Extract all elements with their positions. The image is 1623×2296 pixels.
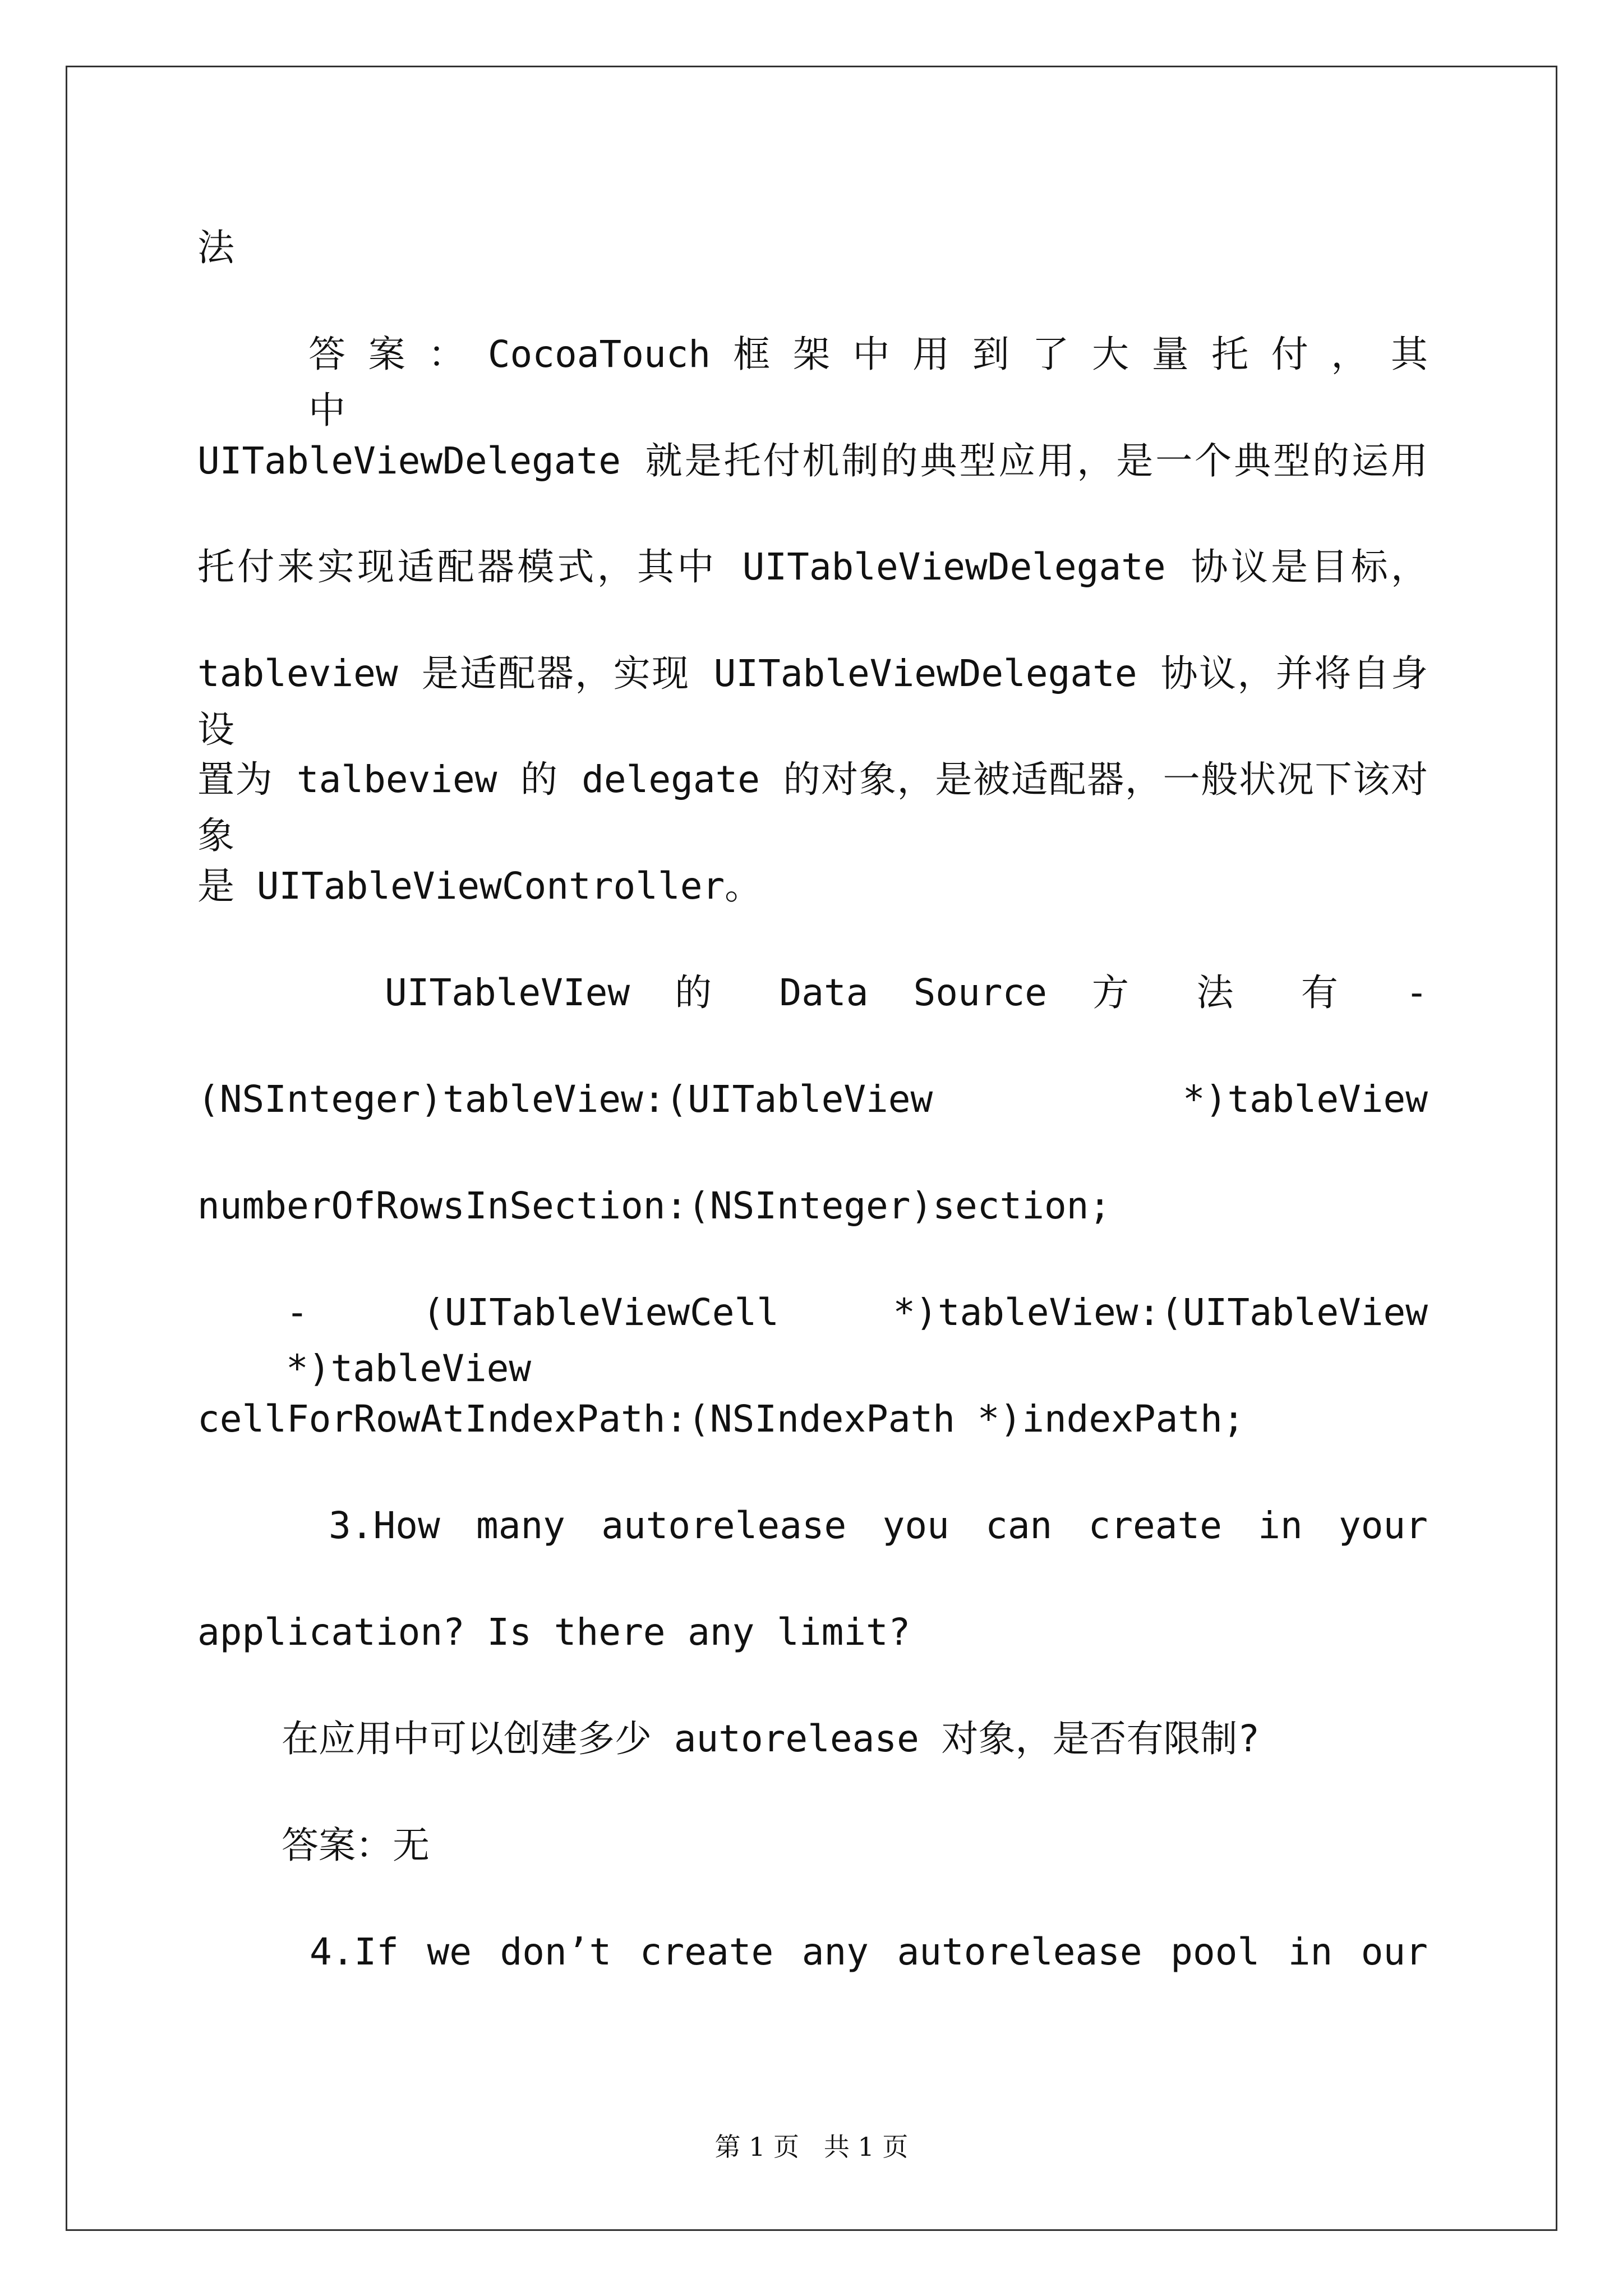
page-footer: 第 1 页 共 1 页 [714,2132,909,2162]
text-line: 答案：无 [282,1824,430,1867]
text-line: 3.How many autorelease you can create in your [329,1504,1428,1547]
text-line: numberOfRowsInSection:(NSInteger)section; [197,1184,1112,1227]
text-line: tableview 是适配器，实现 UITableViewDelegate 协议，并将自身设 [197,652,1428,751]
text-line: 置为 talbeview 的 delegate 的对象，是被适配器，一般状况下该对象 [197,758,1428,857]
text-line: 法 [197,226,234,269]
text-line: - (UITableViewCell *)tableView:(UITableView *)tableView [286,1291,1428,1390]
text-line: cellForRowAtIndexPath:(NSIndexPath *)indexPath; [197,1397,1245,1441]
text-line: 托付来实现适配器模式，其中 UITableViewDelegate 协议是目标， [197,545,1428,588]
text-line: application? Is there any limit? [197,1611,911,1654]
text-line: 在应用中可以创建多少 autorelease 对象，是否有限制? [282,1717,1260,1760]
page-border [66,66,1557,2231]
text-line: (NSInteger)tableView:(UITableView *)tableView [197,1078,1428,1121]
text-line: 是 UITableViewController。 [197,864,762,908]
text-line: UITableViewDelegate 就是托付机制的典型应用，是一个典型的运用 [197,439,1428,482]
text-line: 答 案 ： CocoaTouch 框 架 中 用 到 了 大 量 托 付 ， 其 中 [308,333,1428,432]
text-line: UITableVIew 的 Data Source 方 法 有 - [385,971,1428,1014]
text-line: 4.If we don’t create any autorelease pool in our [310,1930,1428,1973]
